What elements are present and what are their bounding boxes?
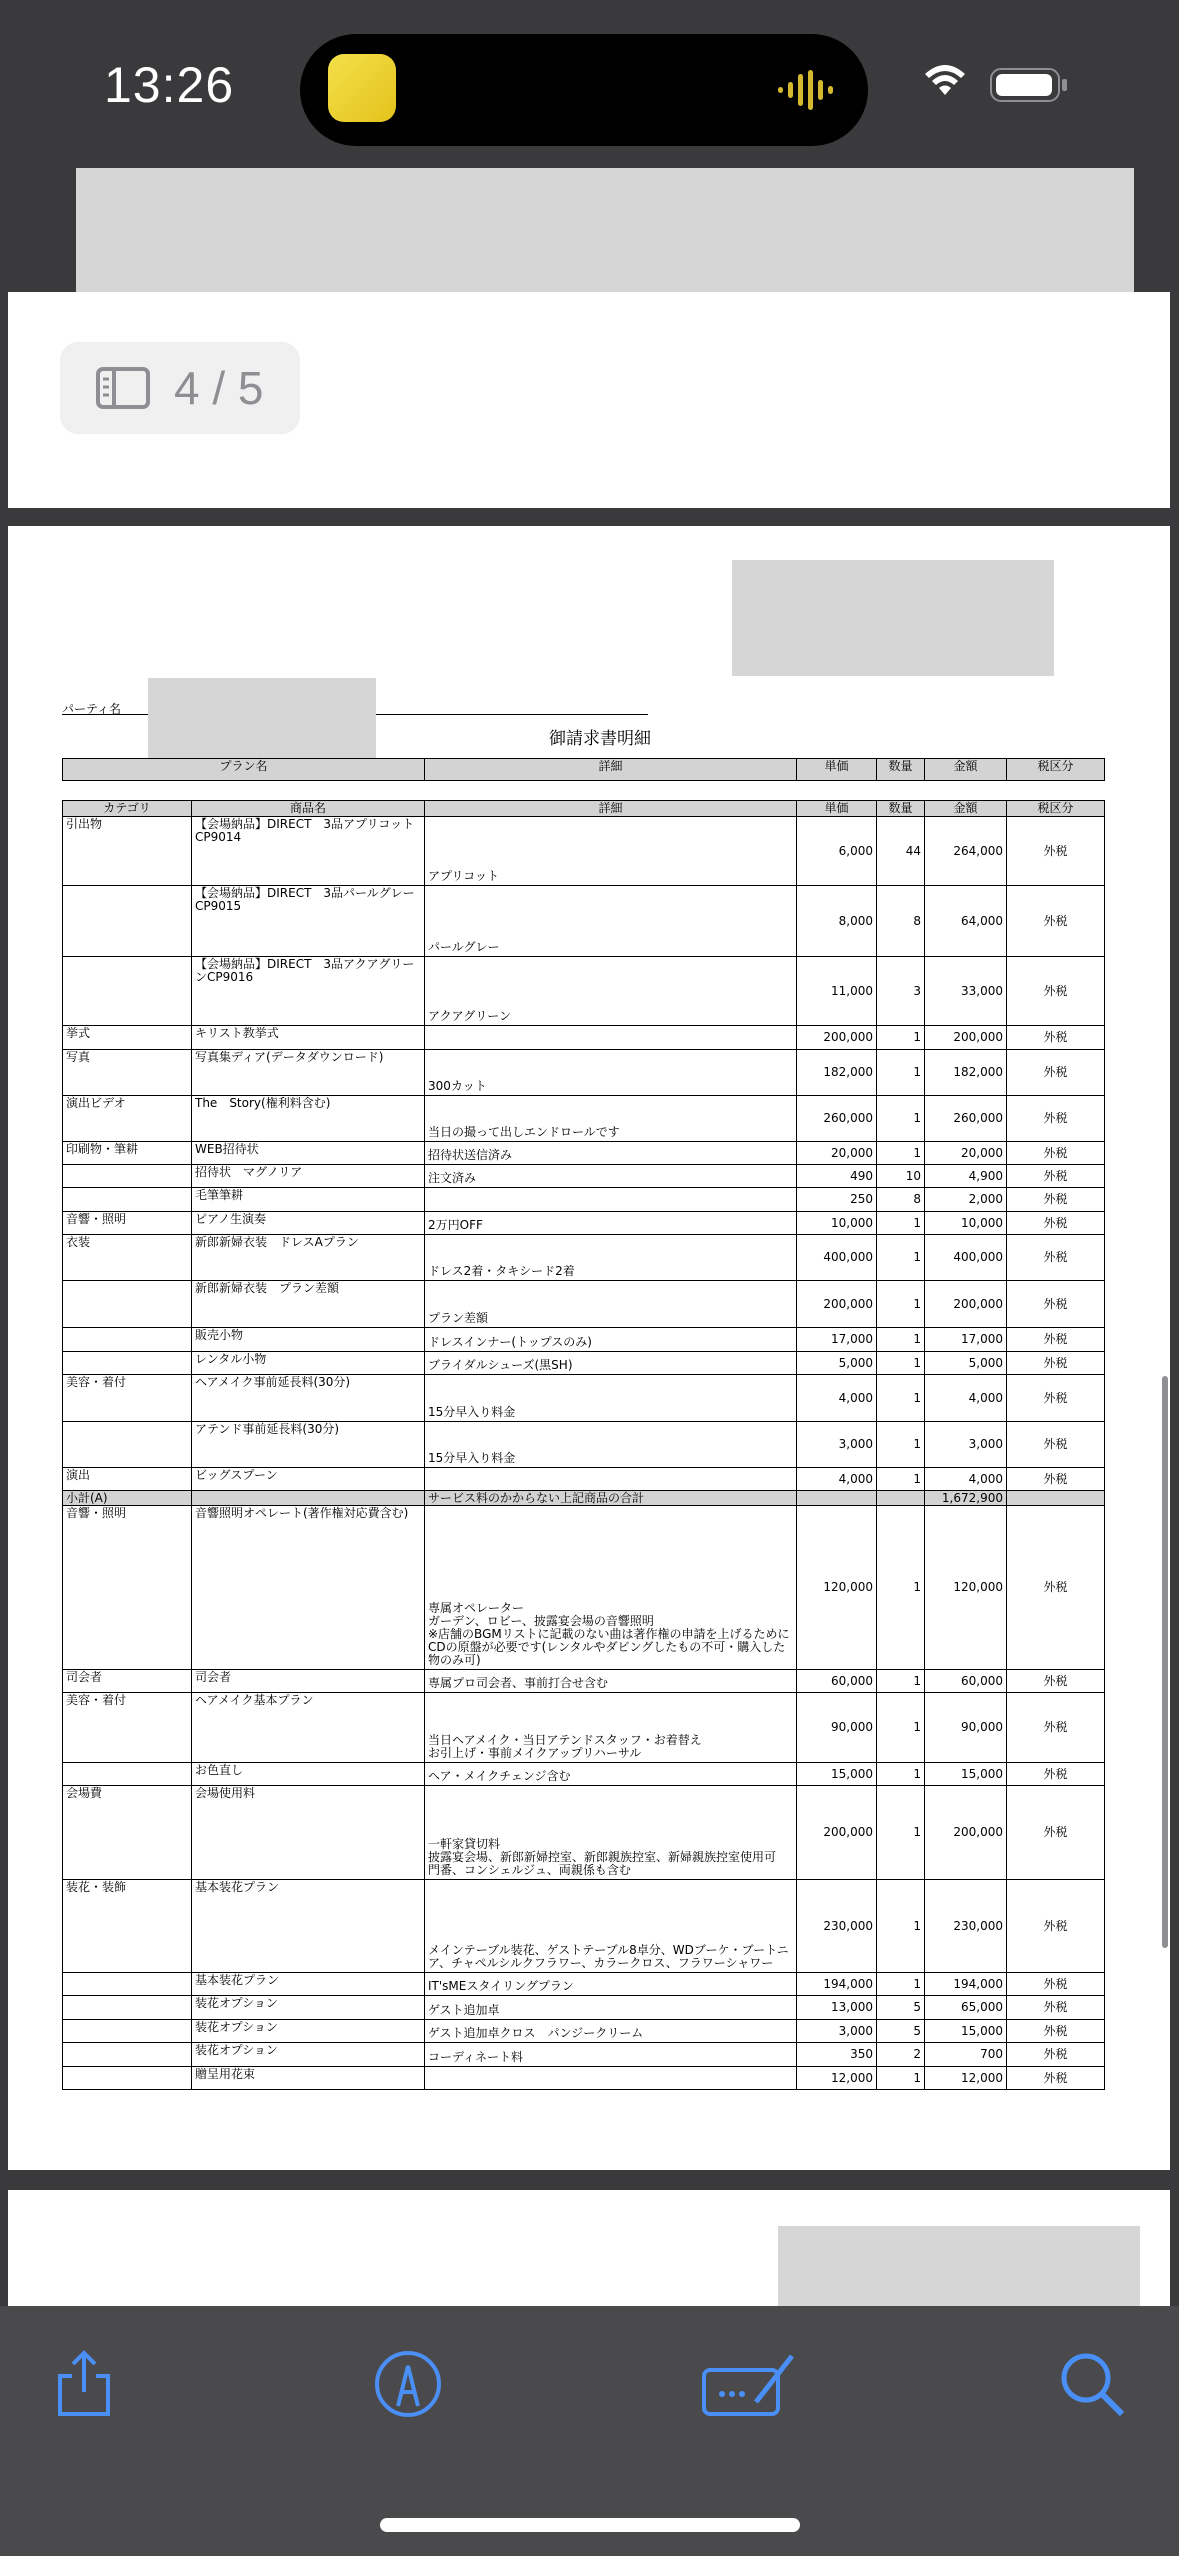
cell-detail: ゲスト追加卓クロス パンジークリーム bbox=[424, 2020, 796, 2042]
cell-amount: 5,000 bbox=[924, 1352, 1006, 1374]
cell-tax: 外税 bbox=[1006, 957, 1105, 1025]
search-icon[interactable] bbox=[1056, 2348, 1128, 2420]
cell-price: 490 bbox=[796, 1165, 876, 1187]
cell-price: 10,000 bbox=[796, 1212, 876, 1234]
invoice-detail-table bbox=[62, 800, 1105, 2090]
table-row bbox=[62, 2067, 1105, 2090]
cell-price: 4,000 bbox=[796, 1468, 876, 1490]
cell-qty: 44 bbox=[876, 817, 924, 885]
cell-qty bbox=[876, 1491, 924, 1505]
cell-cat: 司会者 bbox=[62, 1670, 191, 1692]
cell-item: 招待状 マグノリア bbox=[191, 1165, 424, 1187]
cell-detail: IT'sMEスタイリングプラン bbox=[424, 1973, 796, 1995]
cell-qty: 1 bbox=[876, 1352, 924, 1374]
cell-cat: 美容・着付 bbox=[62, 1375, 191, 1421]
cell-tax: 外税 bbox=[1006, 817, 1105, 885]
cell-detail: 専属オペレーター ガーデン、ロビー、披露宴会場の音響照明 ※店舗のBGMリストに記載のない曲は著作権の申請を上げるためにCDの原盤が必要です(レンタルやダビングしたもの不可・購入した物のみ可) bbox=[424, 1506, 796, 1669]
cell-detail: 注文済み bbox=[424, 1165, 796, 1187]
wifi-icon bbox=[922, 62, 968, 98]
cell-cat bbox=[62, 2067, 191, 2089]
cell-detail: ブライダルシューズ(黒SH) bbox=[424, 1352, 796, 1374]
cell-cat bbox=[62, 1328, 191, 1351]
cell-item: 会場使用料 bbox=[191, 1786, 424, 1879]
cell-tax: 外税 bbox=[1006, 1352, 1105, 1374]
cell-item: 装花オプション bbox=[191, 2020, 424, 2042]
table-header-row bbox=[62, 801, 1105, 817]
cell-tax: 外税 bbox=[1006, 1763, 1105, 1785]
cell-amount: 60,000 bbox=[924, 1670, 1006, 1692]
cell-cat bbox=[62, 957, 191, 1025]
cell-amount: 3,000 bbox=[924, 1422, 1006, 1467]
cell-tax: 外税 bbox=[1006, 2020, 1105, 2042]
table-row bbox=[62, 1165, 1105, 1188]
cell-detail: アプリコット bbox=[424, 817, 796, 885]
cell-cat: 写真 bbox=[62, 1050, 191, 1095]
cell-detail: 15分早入り料金 bbox=[424, 1375, 796, 1421]
cell-item: 毛筆筆耕 bbox=[191, 1188, 424, 1211]
cell-qty: 1 bbox=[876, 1375, 924, 1421]
cell-qty: 2 bbox=[876, 2043, 924, 2066]
table-row bbox=[62, 1212, 1105, 1235]
table-row bbox=[62, 1468, 1105, 1491]
header-amount: 金額 bbox=[924, 759, 1006, 780]
markup-icon[interactable] bbox=[372, 2348, 444, 2420]
cell-amount: 4,900 bbox=[924, 1165, 1006, 1187]
cell-cat: 挙式 bbox=[62, 1026, 191, 1049]
cell-item: 【会場納品】DIRECT 3品パールグレーCP9015 bbox=[191, 886, 424, 956]
header-amount: 金額 bbox=[924, 801, 1006, 816]
cell-amount: 400,000 bbox=[924, 1235, 1006, 1280]
cell-item: ビッグスプーン bbox=[191, 1468, 424, 1490]
table-header-row bbox=[62, 759, 1105, 781]
cell-tax: 外税 bbox=[1006, 1281, 1105, 1327]
cell-detail: 専属プロ司会者、事前打合せ含む bbox=[424, 1670, 796, 1692]
cell-detail: ドレスインナー(トップスのみ) bbox=[424, 1328, 796, 1351]
table-row bbox=[62, 1422, 1105, 1468]
cell-price: 230,000 bbox=[796, 1880, 876, 1972]
cell-tax: 外税 bbox=[1006, 1188, 1105, 1211]
header-price: 単価 bbox=[796, 759, 876, 780]
cell-item: 音響照明オペレート(著作権対応費含む) bbox=[191, 1506, 424, 1669]
cell-tax: 外税 bbox=[1006, 1328, 1105, 1351]
cell-detail: プラン差額 bbox=[424, 1281, 796, 1327]
table-row bbox=[62, 1096, 1105, 1142]
share-icon[interactable] bbox=[48, 2348, 120, 2420]
now-playing-app-icon bbox=[328, 54, 396, 122]
table-row bbox=[62, 1188, 1105, 1212]
cell-cat: 演出 bbox=[62, 1468, 191, 1490]
cell-detail bbox=[424, 1468, 796, 1490]
cell-price: 20,000 bbox=[796, 1142, 876, 1164]
cell-price: 200,000 bbox=[796, 1786, 876, 1879]
table-row bbox=[62, 1050, 1105, 1096]
cell-item: 装花オプション bbox=[191, 2043, 424, 2066]
cell-qty: 1 bbox=[876, 1026, 924, 1049]
cell-amount: 90,000 bbox=[924, 1693, 1006, 1762]
redacted-block bbox=[732, 560, 1054, 676]
cell-tax: 外税 bbox=[1006, 1375, 1105, 1421]
table-row bbox=[62, 1235, 1105, 1281]
cell-price: 3,000 bbox=[796, 2020, 876, 2042]
cell-item: レンタル小物 bbox=[191, 1352, 424, 1374]
cell-item: ピアノ生演奏 bbox=[191, 1212, 424, 1234]
cell-detail: 当日の撮って出しエンドロールです bbox=[424, 1096, 796, 1141]
cell-price: 182,000 bbox=[796, 1050, 876, 1095]
cell-cat bbox=[62, 1165, 191, 1187]
header-tax: 税区分 bbox=[1006, 801, 1105, 816]
cell-cat: 衣装 bbox=[62, 1235, 191, 1280]
table-row bbox=[62, 1281, 1105, 1328]
cell-qty: 3 bbox=[876, 957, 924, 1025]
page-counter[interactable] bbox=[60, 342, 300, 434]
cell-detail: アクアグリーン bbox=[424, 957, 796, 1025]
cell-cat: 装花・装飾 bbox=[62, 1880, 191, 1972]
status-time: 13:26 bbox=[104, 57, 235, 113]
cell-amount: 200,000 bbox=[924, 1786, 1006, 1879]
redacted-block bbox=[148, 678, 376, 758]
table-row bbox=[62, 1763, 1105, 1786]
cell-cat: 会場費 bbox=[62, 1786, 191, 1879]
cell-tax: 外税 bbox=[1006, 1506, 1105, 1669]
cell-qty: 1 bbox=[876, 1670, 924, 1692]
cell-detail: 2万円OFF bbox=[424, 1212, 796, 1234]
cell-tax: 外税 bbox=[1006, 1786, 1105, 1879]
cell-cat: 小計(A) bbox=[62, 1491, 191, 1505]
cell-amount: 194,000 bbox=[924, 1973, 1006, 1995]
table-row bbox=[62, 1973, 1105, 1996]
table-row bbox=[62, 2043, 1105, 2067]
cell-detail: 招待状送信済み bbox=[424, 1142, 796, 1164]
cell-amount: 4,000 bbox=[924, 1468, 1006, 1490]
cell-qty: 5 bbox=[876, 1996, 924, 2019]
table-row bbox=[62, 1786, 1105, 1880]
header-price: 単価 bbox=[796, 801, 876, 816]
cell-item: 装花オプション bbox=[191, 1996, 424, 2019]
cell-item: 司会者 bbox=[191, 1670, 424, 1692]
home-indicator[interactable] bbox=[380, 2518, 800, 2532]
cell-tax: 外税 bbox=[1006, 1422, 1105, 1467]
table-row bbox=[62, 1880, 1105, 1973]
cell-price: 60,000 bbox=[796, 1670, 876, 1692]
cell-cat bbox=[62, 1973, 191, 1995]
cell-detail: 当日ヘアメイク・当日アテンドスタッフ・お着替え お引上げ・事前メイクアップリハーサル bbox=[424, 1693, 796, 1762]
cell-amount: 12,000 bbox=[924, 2067, 1006, 2089]
cell-item: 【会場納品】DIRECT 3品アプリコットCP9014 bbox=[191, 817, 424, 885]
redacted-block bbox=[76, 168, 1134, 308]
cell-detail bbox=[424, 1188, 796, 1211]
cell-qty: 1 bbox=[876, 1693, 924, 1762]
header-detail: 詳細 bbox=[424, 759, 796, 780]
cell-qty: 1 bbox=[876, 1468, 924, 1490]
cell-item: 贈呈用花束 bbox=[191, 2067, 424, 2089]
cell-tax: 外税 bbox=[1006, 1693, 1105, 1762]
cell-qty: 8 bbox=[876, 1188, 924, 1211]
cell-cat bbox=[62, 2043, 191, 2066]
cell-qty: 5 bbox=[876, 2020, 924, 2042]
table-row bbox=[62, 1328, 1105, 1352]
cell-qty: 1 bbox=[876, 1422, 924, 1467]
cell-item: 販売小物 bbox=[191, 1328, 424, 1351]
cell-tax: 外税 bbox=[1006, 1050, 1105, 1095]
cell-cat bbox=[62, 1352, 191, 1374]
cell-item: 【会場納品】DIRECT 3品アクアグリーンCP9016 bbox=[191, 957, 424, 1025]
cell-detail: メインテーブル装花、ゲストテーブル8卓分、WDブーケ・ブートニア、チャペルシルクフラワー、カラークロス、フラワーシャワー bbox=[424, 1880, 796, 1972]
cell-amount: 200,000 bbox=[924, 1026, 1006, 1049]
cell-qty: 1 bbox=[876, 1786, 924, 1879]
cell-qty: 1 bbox=[876, 1096, 924, 1141]
cell-detail: ゲスト追加卓 bbox=[424, 1996, 796, 2019]
cell-tax: 外税 bbox=[1006, 1096, 1105, 1141]
cell-price: 260,000 bbox=[796, 1096, 876, 1141]
table-row bbox=[62, 1670, 1105, 1693]
cell-amount: 2,000 bbox=[924, 1188, 1006, 1211]
cell-item: キリスト教挙式 bbox=[191, 1026, 424, 1049]
cell-qty: 10 bbox=[876, 1165, 924, 1187]
cell-amount: 4,000 bbox=[924, 1375, 1006, 1421]
cell-cat: 演出ビデオ bbox=[62, 1096, 191, 1141]
cell-amount: 1,672,900 bbox=[924, 1491, 1006, 1505]
cell-amount: 260,000 bbox=[924, 1096, 1006, 1141]
cell-item: 基本装花プラン bbox=[191, 1880, 424, 1972]
cell-price: 12,000 bbox=[796, 2067, 876, 2089]
cell-cat bbox=[62, 1188, 191, 1211]
cell-qty: 1 bbox=[876, 1050, 924, 1095]
cell-cat: 引出物 bbox=[62, 817, 191, 885]
cell-item: WEB招待状 bbox=[191, 1142, 424, 1164]
cell-detail bbox=[424, 1026, 796, 1049]
cell-tax: 外税 bbox=[1006, 1670, 1105, 1692]
cell-price: 3,000 bbox=[796, 1422, 876, 1467]
table-row bbox=[62, 1352, 1105, 1375]
cell-tax: 外税 bbox=[1006, 1165, 1105, 1187]
cell-item bbox=[191, 1491, 424, 1505]
cell-qty: 1 bbox=[876, 1973, 924, 1995]
cell-qty: 1 bbox=[876, 1212, 924, 1234]
cell-amount: 264,000 bbox=[924, 817, 1006, 885]
cell-qty: 1 bbox=[876, 1281, 924, 1327]
cell-cat bbox=[62, 886, 191, 956]
cell-price: 400,000 bbox=[796, 1235, 876, 1280]
cell-tax: 外税 bbox=[1006, 2043, 1105, 2066]
table-row bbox=[62, 817, 1105, 886]
cell-tax: 外税 bbox=[1006, 1880, 1105, 1972]
cell-cat: 音響・照明 bbox=[62, 1506, 191, 1669]
cell-item: ヘアメイク事前延長料(30分) bbox=[191, 1375, 424, 1421]
cell-price: 200,000 bbox=[796, 1281, 876, 1327]
table-row bbox=[62, 1375, 1105, 1422]
cell-tax: 外税 bbox=[1006, 1235, 1105, 1280]
cell-amount: 15,000 bbox=[924, 2020, 1006, 2042]
cell-qty: 1 bbox=[876, 1506, 924, 1669]
cell-tax: 外税 bbox=[1006, 1996, 1105, 2019]
header-qty: 数量 bbox=[876, 801, 924, 816]
cell-amount: 230,000 bbox=[924, 1880, 1006, 1972]
cell-price: 5,000 bbox=[796, 1352, 876, 1374]
cell-tax: 外税 bbox=[1006, 1212, 1105, 1234]
cell-qty: 1 bbox=[876, 1880, 924, 1972]
cell-tax: 外税 bbox=[1006, 2067, 1105, 2089]
table-row bbox=[62, 886, 1105, 957]
table-row bbox=[62, 957, 1105, 1026]
cell-item: 写真集ディア(データダウンロード) bbox=[191, 1050, 424, 1095]
signature-icon[interactable] bbox=[700, 2348, 800, 2420]
status-bar bbox=[0, 0, 1179, 170]
cell-cat bbox=[62, 2020, 191, 2042]
cell-item: ヘアメイク基本プラン bbox=[191, 1693, 424, 1762]
cell-qty: 1 bbox=[876, 2067, 924, 2089]
cell-amount: 200,000 bbox=[924, 1281, 1006, 1327]
cell-qty: 1 bbox=[876, 1142, 924, 1164]
cell-price: 250 bbox=[796, 1188, 876, 1211]
header-tax: 税区分 bbox=[1006, 759, 1105, 780]
dynamic-island[interactable] bbox=[300, 34, 868, 146]
cell-qty: 1 bbox=[876, 1763, 924, 1785]
cell-item: 新郎新婦衣装 プラン差額 bbox=[191, 1281, 424, 1327]
table-row bbox=[62, 1142, 1105, 1165]
cell-tax: 外税 bbox=[1006, 1973, 1105, 1995]
party-name-label: パーティ名 bbox=[62, 702, 122, 716]
cell-cat bbox=[62, 1281, 191, 1327]
cell-detail bbox=[424, 2067, 796, 2089]
cell-amount: 64,000 bbox=[924, 886, 1006, 956]
cell-detail: ドレス2着・タキシード2着 bbox=[424, 1235, 796, 1280]
cell-price: 200,000 bbox=[796, 1026, 876, 1049]
cell-amount: 17,000 bbox=[924, 1328, 1006, 1351]
cell-tax: 外税 bbox=[1006, 1142, 1105, 1164]
cell-price: 17,000 bbox=[796, 1328, 876, 1351]
cell-amount: 182,000 bbox=[924, 1050, 1006, 1095]
cell-amount: 33,000 bbox=[924, 957, 1006, 1025]
cell-item: アテンド事前延長料(30分) bbox=[191, 1422, 424, 1467]
cell-price: 194,000 bbox=[796, 1973, 876, 1995]
cell-price: 11,000 bbox=[796, 957, 876, 1025]
cell-amount: 120,000 bbox=[924, 1506, 1006, 1669]
cell-price: 6,000 bbox=[796, 817, 876, 885]
table-row bbox=[62, 1506, 1105, 1670]
cell-price: 4,000 bbox=[796, 1375, 876, 1421]
header-qty: 数量 bbox=[876, 759, 924, 780]
page-counter-label: 4 / 5 bbox=[174, 362, 264, 414]
cell-detail: 300カット bbox=[424, 1050, 796, 1095]
cell-item: 新郎新婦衣装 ドレスAプラン bbox=[191, 1235, 424, 1280]
cell-tax: 外税 bbox=[1006, 1026, 1105, 1049]
cell-tax bbox=[1006, 1491, 1105, 1505]
cell-cat bbox=[62, 1763, 191, 1785]
cell-tax: 外税 bbox=[1006, 886, 1105, 956]
subtotal-row bbox=[62, 1491, 1105, 1506]
cell-cat: 音響・照明 bbox=[62, 1212, 191, 1234]
cell-price: 8,000 bbox=[796, 886, 876, 956]
cell-qty: 8 bbox=[876, 886, 924, 956]
cell-amount: 10,000 bbox=[924, 1212, 1006, 1234]
cell-tax: 外税 bbox=[1006, 1468, 1105, 1490]
header-item: 商品名 bbox=[191, 801, 424, 816]
audio-waveform-icon bbox=[776, 70, 838, 110]
cell-cat: 美容・着付 bbox=[62, 1693, 191, 1762]
cell-cat bbox=[62, 1996, 191, 2019]
cell-qty: 1 bbox=[876, 1235, 924, 1280]
cell-qty: 1 bbox=[876, 1328, 924, 1351]
cell-item: The Story(権利料含む) bbox=[191, 1096, 424, 1141]
header-detail: 詳細 bbox=[424, 801, 796, 816]
sidebar-icon bbox=[96, 367, 150, 409]
cell-detail: 15分早入り料金 bbox=[424, 1422, 796, 1467]
cell-item: 基本装花プラン bbox=[191, 1973, 424, 1995]
cell-amount: 700 bbox=[924, 2043, 1006, 2066]
cell-amount: 20,000 bbox=[924, 1142, 1006, 1164]
cell-price bbox=[796, 1491, 876, 1505]
cell-price: 15,000 bbox=[796, 1763, 876, 1785]
cell-price: 90,000 bbox=[796, 1693, 876, 1762]
cell-amount: 15,000 bbox=[924, 1763, 1006, 1785]
cell-item: お色直し bbox=[191, 1763, 424, 1785]
cell-price: 13,000 bbox=[796, 1996, 876, 2019]
cell-price: 350 bbox=[796, 2043, 876, 2066]
header-category: カテゴリ bbox=[62, 801, 191, 816]
header-plan: プラン名 bbox=[62, 759, 424, 780]
cell-cat bbox=[62, 1422, 191, 1467]
cell-detail: ヘア・メイクチェンジ含む bbox=[424, 1763, 796, 1785]
table-row bbox=[62, 1996, 1105, 2020]
cell-detail: パールグレー bbox=[424, 886, 796, 956]
scrollbar[interactable] bbox=[1162, 1376, 1168, 1948]
table-row bbox=[62, 1693, 1105, 1763]
cell-detail: コーディネート料 bbox=[424, 2043, 796, 2066]
plan-header-table bbox=[62, 758, 1105, 781]
cell-amount: 65,000 bbox=[924, 1996, 1006, 2019]
cell-cat: 印刷物・筆耕 bbox=[62, 1142, 191, 1164]
battery-icon bbox=[990, 68, 1070, 102]
cell-price: 120,000 bbox=[796, 1506, 876, 1669]
table-row bbox=[62, 2020, 1105, 2043]
table-row bbox=[62, 1026, 1105, 1050]
cell-detail: 一軒家貸切料 披露宴会場、新郎新婦控室、新郎親族控室、新婦親族控室使用可 門番、コンシェルジュ、両親係も含む bbox=[424, 1786, 796, 1879]
document-title: 御請求書明細 bbox=[549, 729, 651, 749]
cell-detail: サービス料のかからない上記商品の合計 bbox=[424, 1491, 796, 1505]
